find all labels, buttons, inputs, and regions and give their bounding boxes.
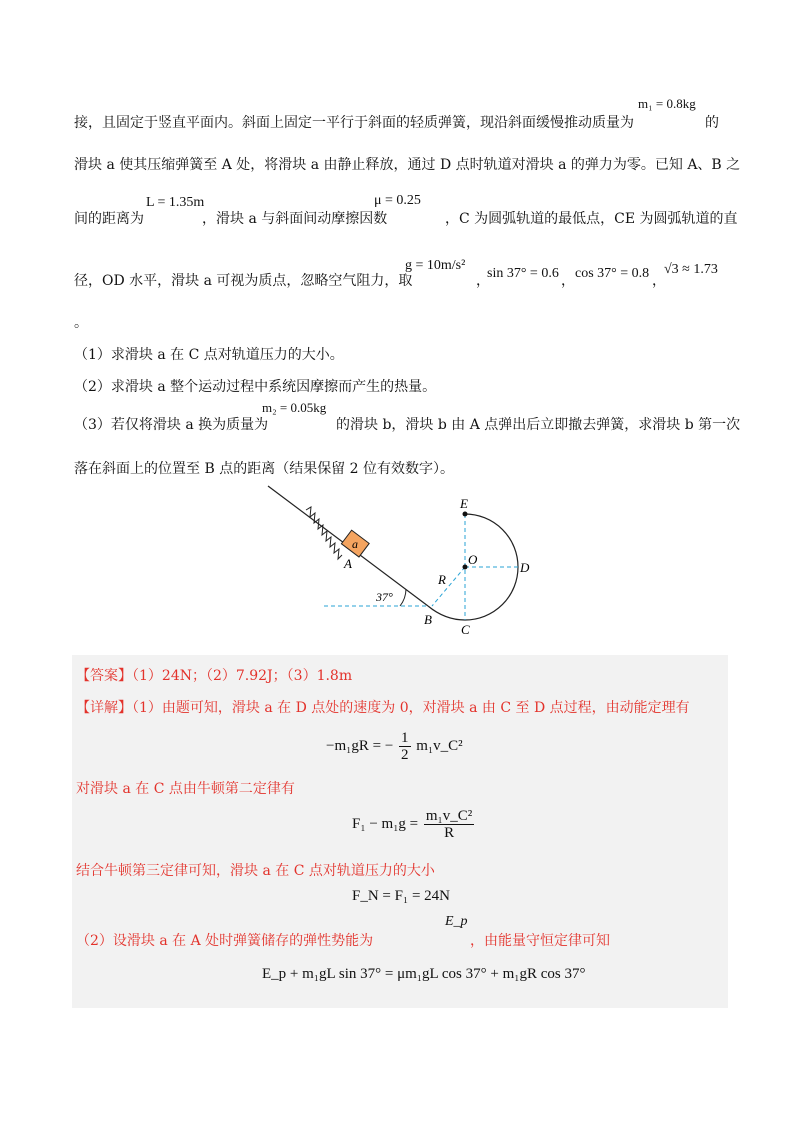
frac-num: m₁v_C²	[425, 808, 473, 824]
question-3	[74, 414, 268, 434]
equation-1	[326, 730, 463, 763]
g-equation: g = 10m/s²	[405, 258, 466, 273]
text: 径，OD 水平，滑块 a 可视为质点，忽略空气阻力，取	[74, 273, 413, 289]
problem-line-1-suffix: 的	[705, 115, 719, 131]
detail-line-4	[76, 930, 373, 950]
eq-part: −m₁gR = −	[326, 737, 394, 754]
answer-text: （1）24N；（2）7.92J；（3）1.8m	[132, 668, 353, 684]
text: 滑块 a 使其压缩弹簧至 A 处，将滑块 a 由静止释放，通过 D 点时轨道对滑块 a 的弹力为零。已知 A、B 之	[74, 157, 741, 173]
problem-line-3	[74, 208, 144, 228]
problem-period: 。	[74, 315, 88, 331]
detail-line-2: 对滑块 a 在 C 点由牛顿第二定律有	[76, 781, 295, 797]
L-equation: L = 1.35m	[146, 195, 205, 210]
detail-line-3: 结合牛顿第三定律可知，滑块 a 在 C 点对轨道压力的大小	[76, 863, 435, 879]
frac-num: 1	[401, 730, 409, 746]
fraction-newton	[424, 808, 474, 841]
label-a: a	[352, 537, 358, 551]
problem-line-3-mid: ，滑块 a 与斜面间动摩擦因数	[202, 211, 388, 227]
point-o	[463, 565, 468, 570]
sin-equation: sin 37° = 0.6	[487, 266, 559, 281]
label-C: C	[461, 622, 470, 637]
point-e	[463, 512, 468, 517]
label-R: R	[438, 572, 446, 587]
label-B: B	[424, 612, 432, 627]
problem-line-1	[74, 112, 634, 132]
problem-line-2	[74, 154, 740, 174]
text: 间的距离为	[74, 211, 144, 227]
detail-line-4-suffix: ，由能量守恒定律可知	[470, 933, 610, 949]
physics-diagram	[260, 480, 560, 640]
eq-part: F₁ − m₁g =	[352, 815, 419, 832]
cos-equation: cos 37° = 0.8	[575, 266, 650, 281]
angle-arc	[400, 589, 406, 606]
sqrt-equation: √3 ≈ 1.73	[664, 262, 718, 277]
label-D: D	[520, 560, 530, 575]
mu-equation: μ = 0.25	[374, 193, 421, 208]
label-O: O	[468, 552, 478, 567]
track-bc	[428, 606, 465, 620]
answer-tag: 【答案】	[76, 668, 132, 684]
label-E: E	[460, 496, 468, 511]
comma: ，	[476, 273, 490, 289]
spring	[306, 507, 342, 559]
question-2: （2）求滑块 a 整个运动过程中系统因摩擦而产生的热量。	[74, 379, 437, 395]
text: 接，且固定于竖直平面内。斜面上固定一平行于斜面的轻质弹簧，现沿斜面缓慢推动质量为	[74, 115, 634, 131]
question-1: （1）求滑块 a 在 C 点对轨道压力的大小。	[74, 347, 344, 363]
frac-den: R	[444, 825, 455, 841]
fraction-half	[399, 730, 411, 763]
detail-line-1	[76, 697, 690, 717]
radius-r	[432, 567, 465, 606]
comma: ，	[652, 273, 666, 289]
equation-4: E_p + m₁gL sin 37° = μm₁gL cos 37° + m₁gR cos 37°	[262, 966, 586, 982]
equation-2	[352, 808, 476, 841]
detail-tag: 【详解】	[76, 700, 132, 716]
label-angle: 37°	[376, 590, 393, 604]
m1-equation: m₁ = 0.8kg	[638, 96, 696, 111]
equation-3: F_N = F₁ = 24N	[352, 888, 450, 904]
ep-symbol: E_p	[445, 914, 468, 929]
eq-part: m₁v_C²	[416, 737, 463, 754]
text: （3）若仅将滑块 a 换为质量为	[74, 417, 269, 433]
problem-line-4	[74, 270, 412, 290]
text: （2）设滑块 a 在 A 处时弹簧储存的弹性势能为	[76, 933, 374, 949]
problem-line-3-suffix: ，C 为圆弧轨道的最低点，CE 为圆弧轨道的直	[445, 211, 738, 227]
comma: ，	[561, 273, 575, 289]
label-A: A	[344, 556, 352, 571]
question-3-line-2: 落在斜面上的位置至 B 点的距离（结果保留 2 位有效数字）。	[74, 461, 454, 477]
question-3-suffix: 的滑块 b，滑块 b 由 A 点弹出后立即撤去弹簧，求滑块 b 第一次	[336, 417, 741, 433]
m2-equation: m₂ = 0.05kg	[262, 400, 327, 415]
answer-line	[76, 665, 352, 685]
detail-text: （1）由题可知，滑块 a 在 D 点处的速度为 0，对滑块 a 由 C 至 D 点过程，由动能定理有	[132, 700, 690, 716]
frac-den: 2	[401, 747, 409, 763]
